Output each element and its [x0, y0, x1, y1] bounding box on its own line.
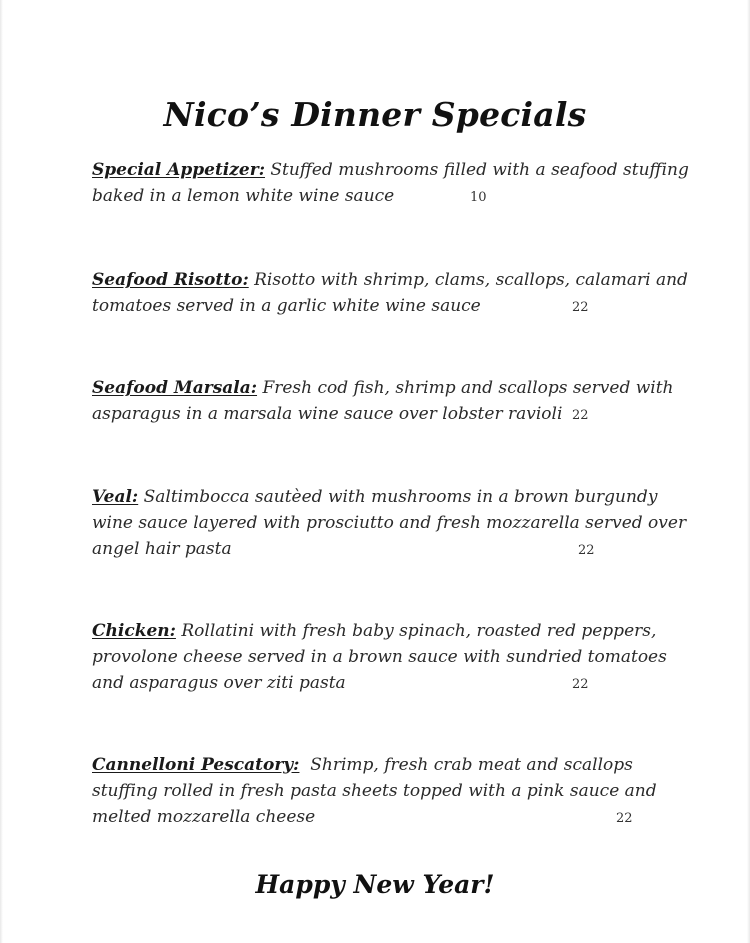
special-price: 10	[470, 190, 487, 205]
special-description-line: tomatoes served in a garlic white wine sauce	[92, 296, 481, 316]
special-veal	[92, 484, 687, 562]
special-description-line: Shrimp, fresh crab meat and scallops	[310, 755, 633, 775]
special-name: Seafood Risotto:	[92, 270, 249, 290]
special-name: Special Appetizer:	[92, 160, 265, 180]
special-description-line: wine sauce layered with prosciutto and fresh mozzarella served over	[92, 513, 687, 533]
special-price: 22	[578, 543, 595, 558]
special-name: Seafood Marsala:	[92, 378, 258, 398]
special-price: 22	[616, 811, 633, 826]
special-name: Veal:	[92, 487, 139, 507]
special-description-line: and asparagus over ziti pasta	[92, 673, 346, 693]
special-seafood-risotto	[92, 267, 688, 319]
special-name: Cannelloni Pescatory:	[92, 755, 300, 775]
special-cannelloni-pescatory	[92, 752, 672, 830]
special-description-line: provolone cheese served in a brown sauce with sundried tomatoes	[92, 647, 667, 667]
special-description-line: angel hair pasta	[92, 539, 232, 559]
special-price: 22	[572, 408, 589, 423]
special-description-line: Rollatini with fresh baby spinach, roasted red peppers,	[181, 621, 657, 641]
special-price: 22	[572, 300, 589, 315]
special-description-line: Stuffed mushrooms filled with a seafood stuffing	[270, 160, 689, 180]
special-description-line: Fresh cod fish, shrimp and scallops served with	[262, 378, 674, 398]
menu-title: Nico’s Dinner Specials	[163, 95, 587, 134]
special-description-line: melted mozzarella cheese	[92, 807, 316, 827]
page-edge-left	[0, 0, 3, 943]
special-description-line: asparagus in a marsala wine sauce over lobster ravioli	[92, 404, 563, 424]
special-description-line: stuffing rolled in fresh pasta sheets topped with a pink sauce and	[92, 781, 657, 801]
special-name: Chicken:	[92, 621, 176, 641]
special-price: 22	[572, 677, 589, 692]
special-chicken	[92, 618, 672, 696]
special-description-line: Saltimbocca sautèed with mushrooms in a brown burgundy	[143, 487, 658, 507]
special-seafood-marsala	[92, 375, 672, 427]
special-appetizer	[92, 157, 689, 209]
footer-greeting: Happy New Year!	[255, 870, 495, 899]
special-description-line: Risotto with shrimp, clams, scallops, calamari and	[254, 270, 688, 290]
special-description-line: baked in a lemon white wine sauce	[92, 186, 395, 206]
